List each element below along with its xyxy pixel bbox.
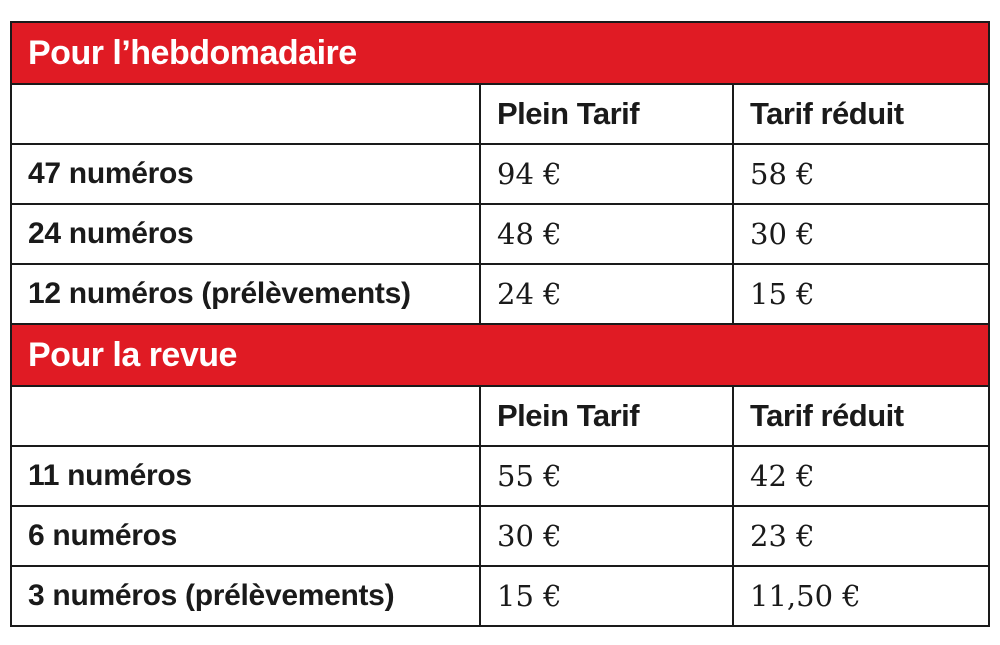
section-title: Pour l’hebdomadaire xyxy=(11,22,989,84)
price-tarif-reduit: 42 € xyxy=(733,446,989,506)
price-plein-tarif: 48 € xyxy=(480,204,733,264)
table-row xyxy=(11,446,989,506)
pricing-table xyxy=(10,21,990,627)
table-row xyxy=(11,264,989,324)
price-plein-tarif: 30 € xyxy=(480,506,733,566)
row-label: 24 numéros xyxy=(11,204,480,264)
column-header-row xyxy=(11,84,989,144)
price-plein-tarif: 55 € xyxy=(480,446,733,506)
column-header-row xyxy=(11,386,989,446)
column-header-tarif-reduit: Tarif réduit xyxy=(733,386,989,446)
section-header-revue xyxy=(11,324,989,386)
section-title: Pour la revue xyxy=(11,324,989,386)
price-tarif-reduit: 11,50 € xyxy=(733,566,989,626)
price-tarif-reduit: 23 € xyxy=(733,506,989,566)
column-header-empty xyxy=(11,84,480,144)
row-label: 47 numéros xyxy=(11,144,480,204)
price-plein-tarif: 94 € xyxy=(480,144,733,204)
price-tarif-reduit: 15 € xyxy=(733,264,989,324)
section-header-hebdomadaire xyxy=(11,22,989,84)
row-label: 11 numéros xyxy=(11,446,480,506)
column-header-empty xyxy=(11,386,480,446)
row-label: 12 numéros (prélèvements) xyxy=(11,264,480,324)
price-tarif-reduit: 58 € xyxy=(733,144,989,204)
table-row xyxy=(11,506,989,566)
column-header-tarif-reduit: Tarif réduit xyxy=(733,84,989,144)
column-header-plein-tarif: Plein Tarif xyxy=(480,386,733,446)
column-header-plein-tarif: Plein Tarif xyxy=(480,84,733,144)
table-row xyxy=(11,204,989,264)
table-row xyxy=(11,144,989,204)
price-plein-tarif: 24 € xyxy=(480,264,733,324)
price-tarif-reduit: 30 € xyxy=(733,204,989,264)
row-label: 6 numéros xyxy=(11,506,480,566)
price-plein-tarif: 15 € xyxy=(480,566,733,626)
row-label: 3 numéros (prélèvements) xyxy=(11,566,480,626)
table-row xyxy=(11,566,989,626)
